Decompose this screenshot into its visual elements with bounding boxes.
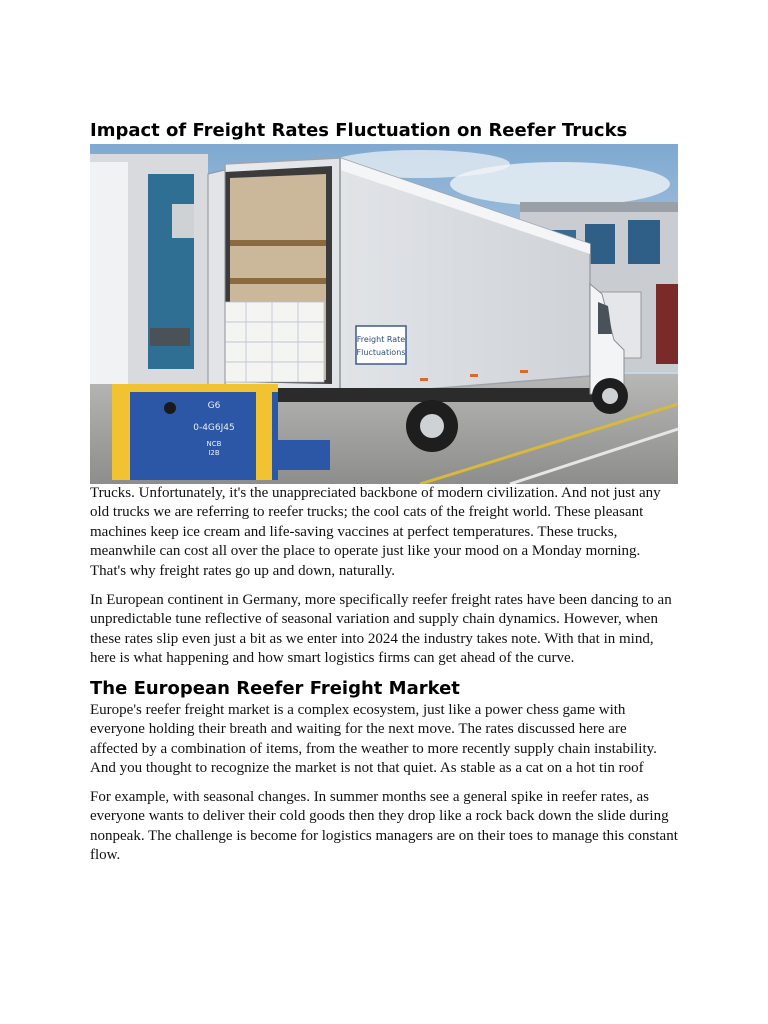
trailer-code-3: NCB — [206, 440, 222, 448]
truck-sign-line2: Fluctuations — [356, 348, 406, 357]
trailer-code-1: G6 — [207, 401, 221, 411]
article-title: Impact of Freight Rates Fluctuation on Reefer Trucks — [90, 120, 628, 141]
section-paragraph: For example, with seasonal changes. In summer months see a general spike in reefer rates, as everyone wants to deliver their cold goods then they drop like a rock back down the slide during nonpeak. The challenge is become for logistics managers are on their toes to manage this constant flow. — [90, 789, 678, 864]
section-heading: The European Reefer Freight Market — [90, 678, 460, 699]
reefer-truck-photo — [90, 144, 678, 484]
truck-sign-line1: Freight Rate — [356, 335, 406, 344]
body-paragraph: In European continent in Germany, more specifically reefer freight rates have been dancing to an unpredictable tune reflective of seasonal variation and supply chain dynamics. However, when these rates slip even just a bit as we enter into 2024 the industry takes note. With that in mind, here is what happening and how smart logistics firms can get ahead of the curve. — [90, 592, 672, 667]
trailer-code-4: I2B — [208, 449, 220, 457]
trailer-code-2: 0-4G6J45 — [193, 423, 235, 433]
section-paragraph: Europe's reefer freight market is a complex ecosystem, just like a power chess game with everyone holding their breath and waiting for the next move. The rates discussed here are affected by a combination of items, from the weather to more recently supply chain instability. And you thought to recognize the market is not that quiet. As stable as a cat on a hot tin roof — [90, 702, 657, 777]
body-paragraph: Trucks. Unfortunately, it's the unappreciated backbone of modern civilization. And not just any old trucks we are referring to reefer trucks; the cool cats of the freight world. These pleasant machines keep ice cream and life-saving vaccines at perfect temperatures. These trucks, meanwhile can cost all over the place to operate just like your mood on a Monday morning. That's why freight rates go up and down, naturally. — [90, 485, 661, 579]
